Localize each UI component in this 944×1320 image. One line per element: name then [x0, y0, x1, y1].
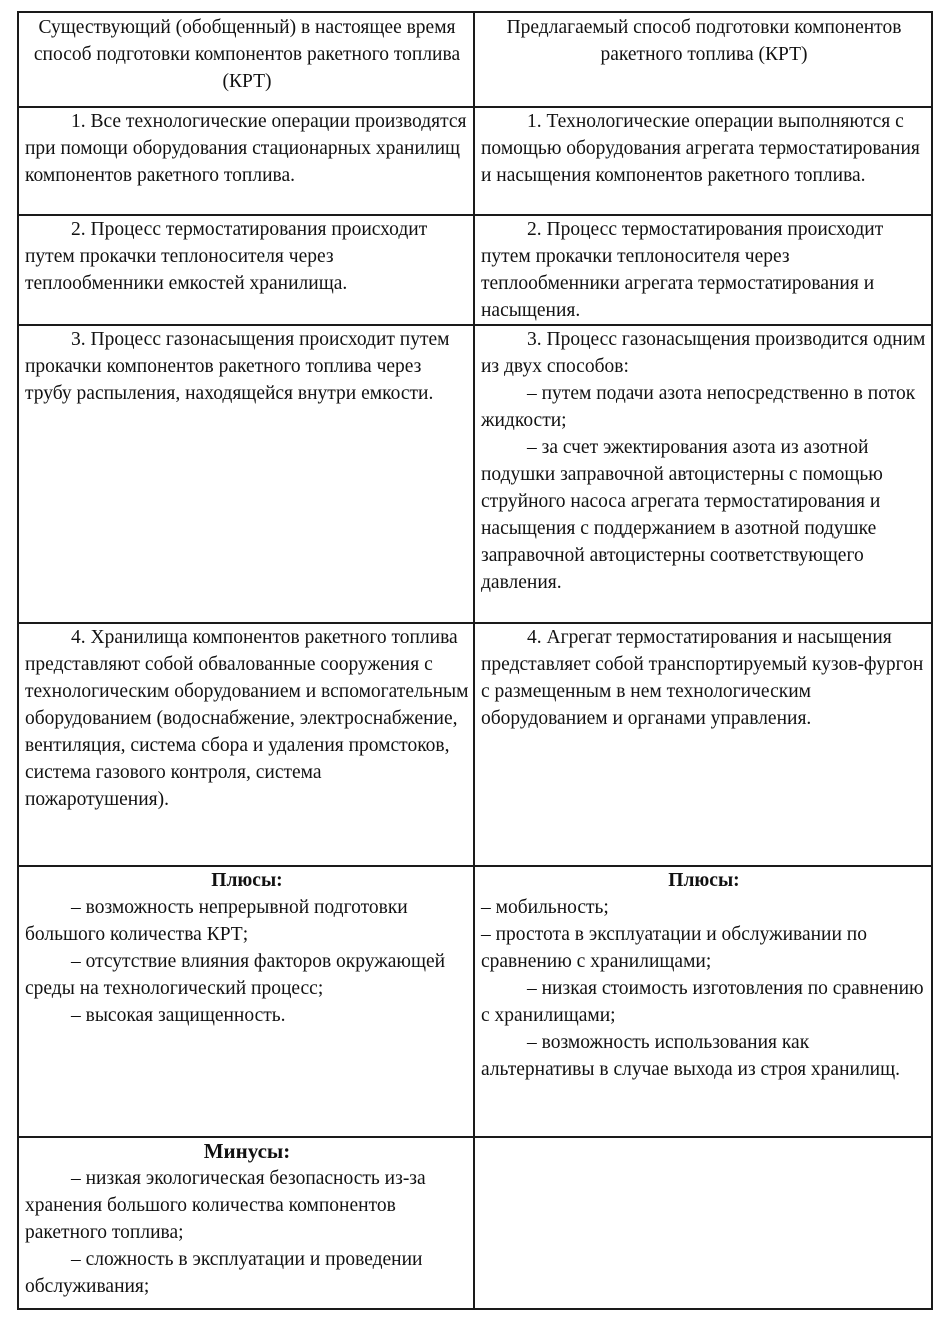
list-item: – высокая защищенность.	[25, 1002, 469, 1029]
pros-heading: Плюсы:	[25, 867, 469, 894]
list-item: – путем подачи азота непосредственно в поток жидкости;	[481, 380, 927, 434]
cell-text: 3. Процесс газонасыщения происходит путем прокачки компонентов ракетного топлива через трубу распыления, находящейся внутри емкости.	[25, 326, 469, 407]
table-row	[18, 215, 932, 325]
pros-proposed	[474, 866, 932, 1137]
table-row	[18, 107, 932, 215]
cell-proposed	[474, 107, 932, 215]
cell-existing	[18, 107, 474, 215]
table-row	[18, 325, 932, 623]
list-item: – простота в эксплуатации и обслуживании по сравнению с хранилищами;	[481, 921, 927, 975]
cons-proposed-empty	[474, 1137, 932, 1309]
list-item: – возможность непрерывной подготовки большого количества КРТ;	[25, 894, 469, 948]
list-item: – сложность в эксплуатации и проведении обслуживания;	[25, 1246, 469, 1300]
list-item: – мобильность;	[481, 894, 927, 921]
comparison-table	[17, 11, 933, 1310]
cell-text: 1. Технологические операции выполняются с помощью оборудования агрегата термостатирования и насыщения компонентов ракетного топлива.	[481, 108, 927, 189]
cell-text: 3. Процесс газонасыщения производится одним из двух способов:	[481, 326, 927, 380]
list-item: – низкая экологическая безопасность из-за хранения большого количества компонентов ракетного топлива;	[25, 1165, 469, 1246]
list-item: – возможность использования как альтернативы в случае выхода из строя хранилищ.	[481, 1029, 927, 1083]
cell-text: 4. Хранилища компонентов ракетного топлива представляют собой обвалованные сооружения с технологическим оборудованием и вспомогательным оборудованием (водоснабжение, электроснабжение, вентиляция, система сбора и удаления промстоков, система газового контроля, система пожаротушения).	[25, 624, 469, 813]
header-existing-method	[18, 12, 474, 107]
cell-existing	[18, 215, 474, 325]
cell-existing	[18, 325, 474, 623]
cell-existing	[18, 623, 474, 866]
cons-existing	[18, 1137, 474, 1309]
list-item: – за счет эжектирования азота из азотной подушки заправочной автоцистерны с помощью струйного насоса агрегата термостатирования и насыщения с поддержанием в азотной подушке заправочной автоцистерны соответствующего давления.	[481, 434, 927, 596]
pros-row	[18, 866, 932, 1137]
cell-proposed	[474, 623, 932, 866]
table-row	[18, 623, 932, 866]
cons-heading: Минусы:	[25, 1138, 469, 1165]
cell-text: 2. Процесс термостатирования происходит путем прокачки теплоносителя через теплообменники агрегата термостатирования и насыщения.	[481, 216, 927, 324]
cons-row	[18, 1137, 932, 1309]
pros-existing	[18, 866, 474, 1137]
cell-proposed	[474, 215, 932, 325]
list-item: – низкая стоимость изготовления по сравнению с хранилищами;	[481, 975, 927, 1029]
list-item: – отсутствие влияния факторов окружающей среды на технологический процесс;	[25, 948, 469, 1002]
cell-text: 4. Агрегат термостатирования и насыщения представляет собой транспортируемый кузов-фургон с размещенным в нем технологическим оборудованием и органами управления.	[481, 624, 927, 732]
header-proposed-method	[474, 12, 932, 107]
pros-heading: Плюсы:	[481, 867, 927, 894]
header-right-text: Предлагаемый способ подготовки компонентов ракетного топлива (КРТ)	[481, 14, 927, 68]
header-row	[18, 12, 932, 107]
cell-text: 2. Процесс термостатирования происходит путем прокачки теплоносителя через теплообменники емкостей хранилища.	[25, 216, 469, 297]
cell-text: 1. Все технологические операции производятся при помощи оборудования стационарных хранилищ компонентов ракетного топлива.	[25, 108, 469, 189]
header-left-text: Существующий (обобщенный) в настоящее время способ подготовки компонентов ракетного топлива (КРТ)	[25, 14, 469, 95]
cell-proposed	[474, 325, 932, 623]
